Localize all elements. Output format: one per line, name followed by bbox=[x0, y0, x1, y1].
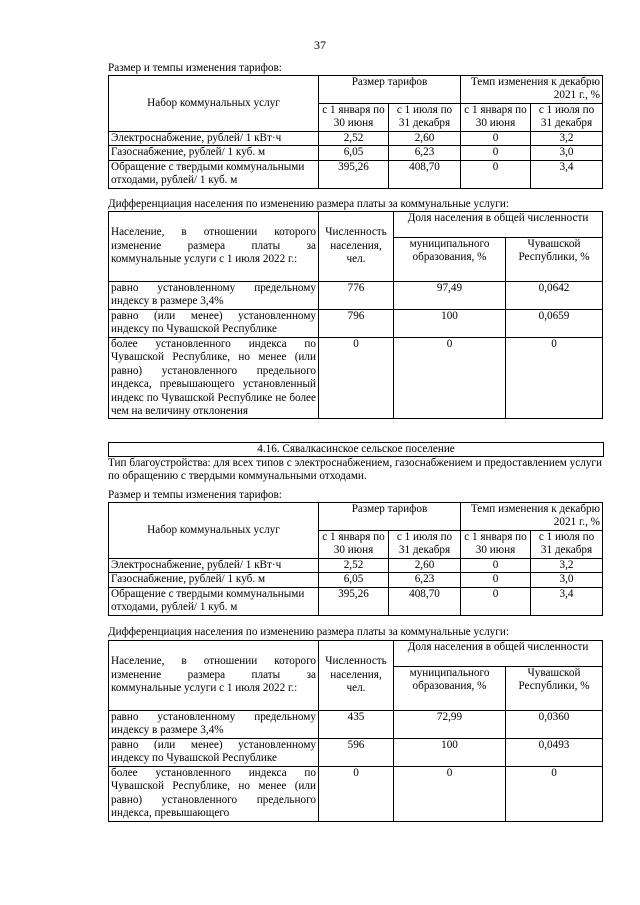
cell-value: 3,0 bbox=[531, 573, 603, 587]
table-row bbox=[109, 587, 603, 615]
cell-value: 0 bbox=[461, 587, 531, 615]
header-size: Размер тарифов bbox=[319, 503, 461, 531]
cell-value: 2,52 bbox=[319, 559, 389, 573]
cell-value: 3,2 bbox=[531, 132, 603, 146]
header-jan: с 1 января по 30 июня bbox=[319, 531, 389, 559]
header-jan: с 1 января по 30 июня bbox=[461, 531, 531, 559]
header-services: Набор коммунальных услуг bbox=[109, 503, 319, 559]
cell-value: 0,0642 bbox=[506, 282, 603, 310]
row-name: равно (или менее) установленному индексу по Чувашской Республике bbox=[109, 309, 319, 337]
header-services: Набор коммунальных услуг bbox=[109, 76, 319, 132]
page-number: 37 bbox=[314, 38, 326, 52]
row-name: Газоснабжение, рублей/ 1 куб. м bbox=[109, 573, 319, 587]
tariffs-title: Размер и темпы изменения тарифов: bbox=[108, 489, 282, 501]
table-row bbox=[109, 309, 603, 337]
cell-value: 0 bbox=[319, 766, 394, 821]
cell-value: 100 bbox=[394, 309, 506, 337]
diff-table bbox=[108, 640, 603, 822]
cell-value: 0,0659 bbox=[506, 309, 603, 337]
cell-value: 3,4 bbox=[531, 160, 603, 188]
cell-value: 0 bbox=[506, 766, 603, 821]
cell-value: 776 bbox=[319, 282, 394, 310]
header-jul: с 1 июля по 31 декабря bbox=[531, 531, 603, 559]
cell-value: 0 bbox=[461, 146, 531, 160]
table-row bbox=[109, 711, 603, 739]
header-size: Размер тарифов bbox=[319, 76, 461, 104]
cell-value: 100 bbox=[394, 738, 506, 766]
header-count: Численность населения, чел. bbox=[319, 212, 394, 282]
table-row bbox=[109, 559, 603, 573]
header-jan: с 1 января по 30 июня bbox=[319, 104, 389, 132]
section-title: 4.16. Сявалкасинское сельское поселение bbox=[108, 442, 604, 457]
cell-value: 3,0 bbox=[531, 146, 603, 160]
cell-value: 0 bbox=[461, 573, 531, 587]
header-jan: с 1 января по 30 июня bbox=[461, 104, 531, 132]
table-row bbox=[109, 146, 603, 160]
header-municipal: муниципального образования, % bbox=[394, 667, 506, 711]
table-row bbox=[109, 573, 603, 587]
cell-value: 0 bbox=[394, 337, 506, 419]
header-jul: с 1 июля по 31 декабря bbox=[389, 104, 461, 132]
cell-value: 0 bbox=[461, 559, 531, 573]
row-name: Обращение с твердыми коммунальными отходами, рублей/ 1 куб. м bbox=[109, 160, 319, 188]
diff-table bbox=[108, 211, 603, 419]
header-share: Доля населения в общей численности bbox=[394, 641, 603, 667]
table-row bbox=[109, 160, 603, 188]
row-name: Электроснабжение, рублей/ 1 кВт·ч bbox=[109, 559, 319, 573]
header-municipal: муниципального образования, % bbox=[394, 238, 506, 282]
table-row bbox=[109, 132, 603, 146]
row-name: Электроснабжение, рублей/ 1 кВт·ч bbox=[109, 132, 319, 146]
diff-title: Дифференциация населения по изменению размера платы за коммунальные услуги: bbox=[108, 198, 509, 210]
cell-value: 6,05 bbox=[319, 146, 389, 160]
header-republic: Чувашской Республики, % bbox=[506, 238, 603, 282]
cell-value: 408,70 bbox=[389, 160, 461, 188]
table-row bbox=[109, 337, 603, 419]
cell-value: 0 bbox=[506, 337, 603, 419]
tariffs-title: Размер и темпы изменения тарифов: bbox=[108, 62, 282, 74]
tariffs-table bbox=[108, 502, 603, 616]
header-jul: с 1 июля по 31 декабря bbox=[531, 104, 603, 132]
header-population: Население, в отношении которого изменение размера платы за коммунальные услуги с 1 июля 2022 г.: bbox=[109, 212, 319, 282]
header-rate: Темп изменения к декабрю 2021 г., % bbox=[461, 76, 603, 104]
cell-value: 6,23 bbox=[389, 573, 461, 587]
row-name: Обращение с твердыми коммунальными отходами, рублей/ 1 куб. м bbox=[109, 587, 319, 615]
cell-value: 6,23 bbox=[389, 146, 461, 160]
improvement-type: Тип благоустройства: для всех типов с электроснабжением, газоснабжением и предоставлением услуги по обращению с твердыми коммунальными отходами. bbox=[108, 457, 602, 483]
cell-value: 796 bbox=[319, 309, 394, 337]
row-name: равно установленному предельному индексу в размере 3,4% bbox=[109, 711, 319, 739]
cell-value: 2,60 bbox=[389, 559, 461, 573]
tariffs-table bbox=[108, 75, 603, 189]
cell-value: 2,52 bbox=[319, 132, 389, 146]
cell-value: 0 bbox=[394, 766, 506, 821]
row-name: равно (или менее) установленному индексу по Чувашской Республике bbox=[109, 738, 319, 766]
cell-value: 0 bbox=[461, 160, 531, 188]
row-name: Газоснабжение, рублей/ 1 куб. м bbox=[109, 146, 319, 160]
cell-value: 0 bbox=[461, 132, 531, 146]
cell-value: 2,60 bbox=[389, 132, 461, 146]
cell-value: 72,99 bbox=[394, 711, 506, 739]
cell-value: 395,26 bbox=[319, 160, 389, 188]
row-name: более установленного индекса по Чувашской Республике, но менее (или равно) установленного предельного индекса, превышающего bbox=[109, 766, 319, 821]
cell-value: 0,0493 bbox=[506, 738, 603, 766]
table-row bbox=[109, 282, 603, 310]
cell-value: 3,2 bbox=[531, 559, 603, 573]
header-population: Население, в отношении которого изменение размера платы за коммунальные услуги с 1 июля 2022 г.: bbox=[109, 641, 319, 711]
header-count: Численность населения, чел. bbox=[319, 641, 394, 711]
header-share: Доля населения в общей численности bbox=[394, 212, 603, 238]
header-republic: Чувашской Республики, % bbox=[506, 667, 603, 711]
cell-value: 596 bbox=[319, 738, 394, 766]
header-rate: Темп изменения к декабрю 2021 г., % bbox=[461, 503, 603, 531]
cell-value: 3,4 bbox=[531, 587, 603, 615]
row-name: более установленного индекса по Чувашской Республике, но менее (или равно) установленного предельного индекса, превышающего установленный индекс по Чувашской Республике не более чем на величину отклонения bbox=[109, 337, 319, 419]
cell-value: 0 bbox=[319, 337, 394, 419]
table-row bbox=[109, 766, 603, 821]
row-name: равно установленному предельному индексу в размере 3,4% bbox=[109, 282, 319, 310]
cell-value: 395,26 bbox=[319, 587, 389, 615]
header-jul: с 1 июля по 31 декабря bbox=[389, 531, 461, 559]
cell-value: 435 bbox=[319, 711, 394, 739]
cell-value: 0,0360 bbox=[506, 711, 603, 739]
cell-value: 6,05 bbox=[319, 573, 389, 587]
cell-value: 97,49 bbox=[394, 282, 506, 310]
diff-title: Дифференциация населения по изменению размера платы за коммунальные услуги: bbox=[108, 626, 509, 638]
table-row bbox=[109, 738, 603, 766]
cell-value: 408,70 bbox=[389, 587, 461, 615]
